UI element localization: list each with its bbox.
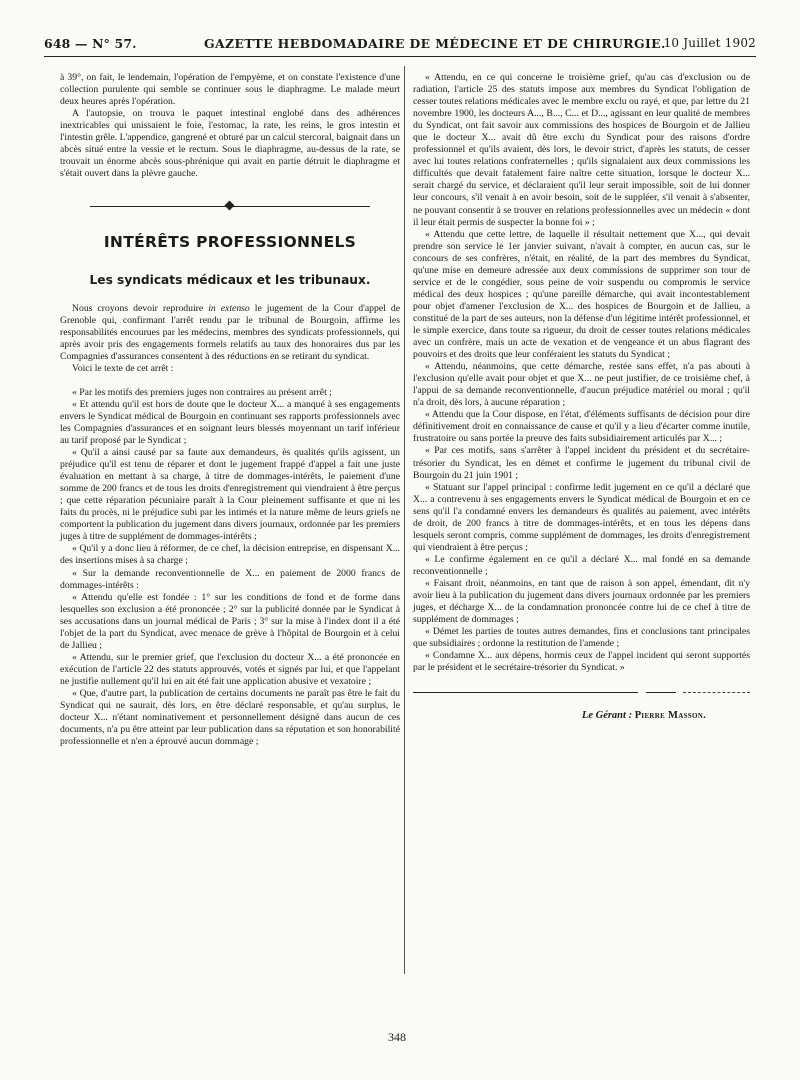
paragraph: « Et attendu qu'il est hors de doute que le docteur X... a manqué à ses engagements envers le Syndicat médical de Bourgoin en continuant ses rapports professionnels avec les Compagnies d'assurances et en soignant leurs blessés moyennant un tarif inférieur au tarif proposé par le Syndicat ; [60,398,400,446]
paragraph: « Condamne X... aux dépens, hormis ceux de l'appel incident qui seront supportés par le président et le secrétaire-trésorier du Syndicat. » [413,650,750,674]
section-ornament [60,202,400,212]
paragraph: « Démet les parties de toutes autres demandes, fins et conclusions tant principales que subsidiaires ; ordonne la restitution de l'amende ; [413,626,750,650]
paragraph: « Attendu, en ce qui concerne le troisième grief, qu'au cas d'exclusion ou de radiation, l'article 25 des statuts impose aux membres du Syndicat l'obligation de cesser toutes relations médicales avec le membre exclu ou rayé, et que, par lettre du 21 novembre 1900, les docteurs A..., B..., C... et D..., agissant en leur qualité de membres du Syndicat, ont fait savoir aux commissions des hospices de Bourgoin et de Jallieu que le docteur X... avait dû être exclu du Syndicat pour des raisons d'ordre professionnel et qu'ils avaient, dès lors, le devoir strict, d'après les statuts, de cesser avec lui toutes relations confraternelles ; qu'ils signalaient aux deux commissions les difficultés que devait fatalement faire naître cette situation, lorsque le docteur X... serait chargé du service, et déclaraient qu'il leur serait impossible, soit de lui donner leur concours, s'il venait à en avoir besoin, soit de le suppléer, s'il venait à s'absenter, ne pouvant consentir à se trouver en relations professionnelles avec un médecin « dont il leur était permis de suspecter la bonne foi » ; [413,72,750,228]
rule-line [646,692,676,693]
paragraph: « Par les motifs des premiers juges non contraires au présent arrêt ; [72,386,332,398]
paragraph: « Faisant droit, néanmoins, en tant que de raison à son appel, émendant, dit n'y avoir lieu à la publication du jugement dans divers journaux ordonnée par les premiers juges, et décharge X... de la condamnation prononcée contre lui de ce chef à titre de supplément de dommages ; [413,577,750,626]
issue-date: 10 Juillet 1902 [663,36,756,50]
header-rule [44,56,756,57]
rule-line [413,692,638,693]
journal-title: GAZETTE HEBDOMADAIRE DE MÉDECINE ET DE CHIRURGIE. [204,36,666,51]
column-divider [404,66,405,974]
paragraph: « Qu'il y a donc lieu à réformer, de ce chef, la décision entreprise, en dispensant X... des insertions mises à sa charge ; [60,543,400,567]
page-number-issue: 648 — N° 57. [44,36,137,51]
signature [413,710,750,722]
signature-label: Le Gérant : [581,710,633,722]
article-title: Les syndicats médicaux et les tribunaux. [89,273,371,288]
paragraph: « Qu'il a ainsi causé par sa faute aux demandeurs, ès qualités qu'ils agissent, un préjudice qu'il est tenu de réparer et dont le jugement frappé d'appel a fait une juste évaluation en mettant à sa charge, à titre de dommages-intérêts, le paiement d'une somme de 200 francs et de tous les droits d'enregistrement qui viendraient à être perçus ; que cette réparation pécuniaire paraît à la Cour pleinement suffisante et que ni les faits du procès, ni le préjudice subi par les intimés et la nature même de leurs griefs ne comportent la publication du jugement dans divers journaux, ordonnée par les premiers juges à titre de supplément de dommages-intérêts ; [60,447,400,543]
rule-line [683,692,750,693]
paragraph: « Attendu qu'elle est fondée : 1° sur les conditions de fond et de forme dans lesquelles son exclusion a été prononcée ; 2° sur la publicité donnée par le Syndicat à ses accusations dans un journal médical de Paris ; 3° sur la mise à l'index dont il a été l'objet de la part du Syndicat, avec menace de grève à l'hôpital de Bourgoin et à celui de Jallieu ; [60,591,400,651]
right-column [413,72,750,722]
intro-text: Nous croyons devoir reproduire [72,302,209,314]
paragraph: « Attendu que la Cour dispose, en l'état, d'éléments suffisants de décision pour dire définitivement droit en connaissance de cause et qu'il y a lieu d'écarter comme inutile, frustratoire ou sans portée la preuve des faits subsidiairement articulés par X... ; [413,409,750,445]
section-title: INTÉRÊTS PROFESSIONNELS [103,233,357,252]
intro-text: le jugement de la Cour d'appel de Grenoble qui, confirmant l'arrêt rendu par le tribunal de Bourgoin, affirme les responsabilités encourues par les médecins, membres des syndicats professionnels, qui après avoir pris des engagements formels relatifs au taux des honoraires dus par les Compagnies d'assurances consentent à des réductions en se retirant du syndicat. [60,302,400,362]
paragraph: Voici le texte de cet arrêt : [72,362,174,374]
paragraph: « Par ces motifs, sans s'arrêter à l'appel incident du président et du secrétaire-trésorier du Syndicat, les en démet et confirme le jugement du tribunal civil de Bourgoin du 21 juin 1901 ; [413,445,750,481]
paragraph: « Attendu, sur le premier grief, que l'exclusion du docteur X... a été prononcée en exécution de l'article 22 des statuts approuvés, votés et signés par lui, et que l'appelant ne justifie nullement qu'il lui en ait été fait une application abusive et vexatoire ; [60,651,400,687]
intro-italic: in extenso [208,302,250,314]
paragraph: « Statuant sur l'appel principal : confirme ledit jugement en ce qu'il a déclaré que X... a contrevenu à ses engagements envers le Syndicat médical de Bourgoin et en ce sens qu'il l'a condamné envers les demandeurs ès qualités au paiement, avec intérêts de droit, de 200 francs à titre de dommages-intérêts, et en tous les dépens dans lesquels seront compris, comme supplément de dommages, les droits d'enregistrement qui viendraient à être perçus ; [413,481,750,553]
left-column [60,72,400,748]
paragraph: « Attendu, néanmoins, que cette démarche, restée sans effet, n'a pas abouti à l'exclusion qu'elle avait pour objet et que X... ne peut justifier, de ce troisième chef, à l'appui de sa demande reconventionnelle, d'aucun préjudice matériel ou moral ; qu'il n'a droit, dès lors, à aucune réparation ; [413,361,750,409]
paragraph: « Que, d'autre part, la publication de certains documents ne paraît pas être le fait du Syndicat qui ne saurait, dès lors, en être déclaré responsable, et qu'au surplus, le docteur X... n'étant nominativement et personnellement désigné dans aucun de ces documents, n'a pu être atteint par leur publication dans sa réputation et son honorabilité professionnelle et n'en a éprouvé aucun dommage ; [60,687,400,748]
paragraph: A l'autopsie, on trouva le paquet intestinal englobé dans des adhérences inextricables qui unissaient le foie, l'estomac, la rate, les reins, le gros intestin et l'intestin grêle. L'appendice, gangrené et obturé par un calcul stercoral, baignait dans un abcès situé entre la vessie et le rectum. Sous le diaphragme, au-dessus de la rate, se trouvait un énorme abcès sous-phrénique qui avait en partie détruit le diaphragme et s'était ouvert dans la plèvre gauche. [60,108,400,180]
paragraph: à 39°, on fait, le lendemain, l'opération de l'empyème, et on constate l'existence d'une collection purulente qui semble se continuer sous le diaphragme. Le malade meurt deux heures après l'opération. [60,72,400,108]
paragraph: « Sur la demande reconventionnelle de X... en paiement de 2000 francs de dommages-intérêts : [60,567,400,591]
running-header [44,36,756,58]
paragraph: « Attendu que cette lettre, de laquelle il résultait nettement que X..., qui devait prendre son service le 1er janvier suivant, n'avait à compter, en aucun cas, sur le concours de ses confrères, n'était, en réalité, de la part des membres du Syndicat, qu'une mise en demeure adressée aux deux commissions de supprimer son tour de service et de le congédier, sous peine de voir suspendu ou compromis le service médical des deux hospices ; qu'une pareille démarche, qui avait incontestablement pour objet d'amener l'exclusion de X... des hospices de Bourgoin et de Jallieu, a constitué de la part de ses auteurs, non la défense d'un légitime intérêt professionnel, et le simple exercice, dans toute sa rigueur, du droit de cesser toutes relations médicales avec un confrère, mais un acte de vexation et de vengeance et un abus flagrant des pouvoirs et des droits que leur conféraient les statuts du Syndicat ; [413,228,750,361]
end-rule [413,690,750,696]
signature-name: Pierre Masson. [634,710,706,722]
intro-paragraph [60,303,400,363]
paragraph: « Le confirme également en ce qu'il a déclaré X... mal fondé en sa demande reconventionnelle ; [413,553,750,577]
diamond-icon [225,201,235,211]
folio-number: 348 [388,1030,406,1044]
